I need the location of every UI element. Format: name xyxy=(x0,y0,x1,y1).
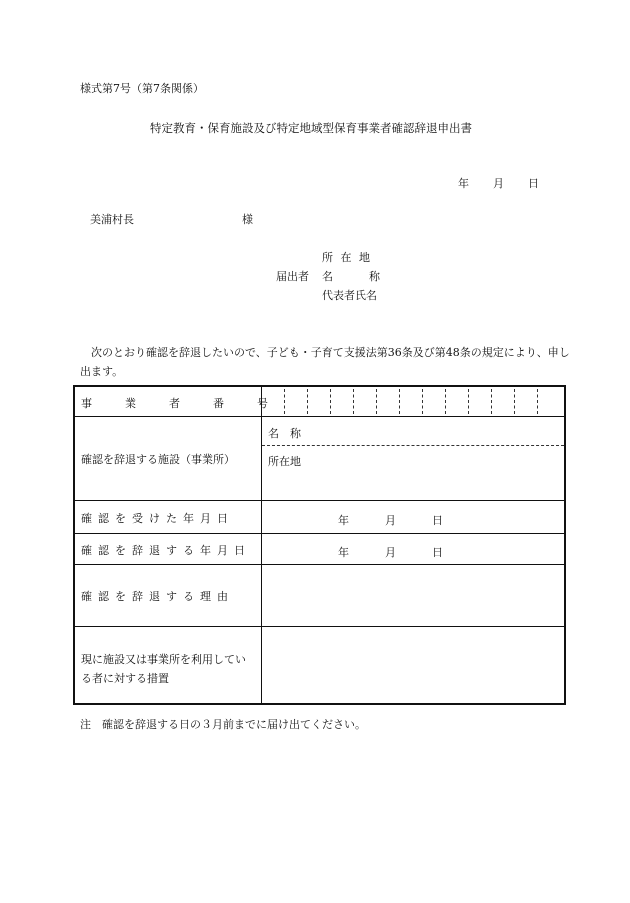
business-number-label: 事 業 者 番 号 xyxy=(81,397,279,410)
table-row-withdraw-date xyxy=(75,533,564,565)
measures-label-line-1: 現に施設又は事業所を利用してい xyxy=(81,653,246,666)
confirmed-year: 年 xyxy=(338,514,349,527)
facility-address-label: 所在地 xyxy=(268,455,301,468)
table-row-measures xyxy=(75,626,564,705)
name-label-char-2: 称 xyxy=(369,270,380,283)
withdrawal-form-table xyxy=(73,385,566,705)
confirmed-date-label: 確認を受けた年月日 xyxy=(81,512,234,525)
applicant-address-label: 所 在 地 xyxy=(322,251,372,264)
withdraw-month: 月 xyxy=(385,546,396,559)
name-label-char-1: 名 xyxy=(322,270,333,283)
form-number-label: 様式第7号（第7条関係） xyxy=(80,82,204,95)
withdraw-day: 日 xyxy=(432,546,443,559)
withdraw-date-label: 確認を辞退する年月日 xyxy=(81,544,251,557)
table-row-business-number xyxy=(75,387,564,417)
body-text: 次のとおり確認を辞退したいので、子ども・子育て支援法第36条及び第48条の規定により、申し出ます。 xyxy=(80,346,570,378)
table-row-confirmed-date xyxy=(75,500,564,534)
facility-label: 確認を辞退する施設（事業所） xyxy=(81,453,235,466)
measures-label-line-2: る者に対する措置 xyxy=(81,672,169,685)
footnote: 注 確認を辞退する日の３月前までに届け出てください。 xyxy=(80,718,366,731)
addressee: 美浦村長 xyxy=(90,213,134,226)
table-row-reason xyxy=(75,564,564,627)
applicant-representative-label: 代表者氏名 xyxy=(322,289,377,302)
date-day-label: 日 xyxy=(528,177,539,190)
reason-label: 確認を辞退する理由 xyxy=(81,590,234,603)
applicant-role-label: 届出者 xyxy=(276,270,309,283)
date-year-label: 年 xyxy=(458,177,469,190)
date-month-label: 月 xyxy=(493,177,504,190)
table-row-facility xyxy=(75,416,564,501)
facility-name-label: 名 称 xyxy=(268,427,301,440)
honorific: 様 xyxy=(242,213,253,226)
withdraw-year: 年 xyxy=(338,546,349,559)
measures-label xyxy=(81,650,246,688)
document-title: 特定教育・保育施設及び特定地域型保育事業者確認辞退申出書 xyxy=(150,121,472,135)
confirmed-day: 日 xyxy=(432,514,443,527)
applicant-name-label xyxy=(322,268,380,284)
confirmed-month: 月 xyxy=(385,514,396,527)
